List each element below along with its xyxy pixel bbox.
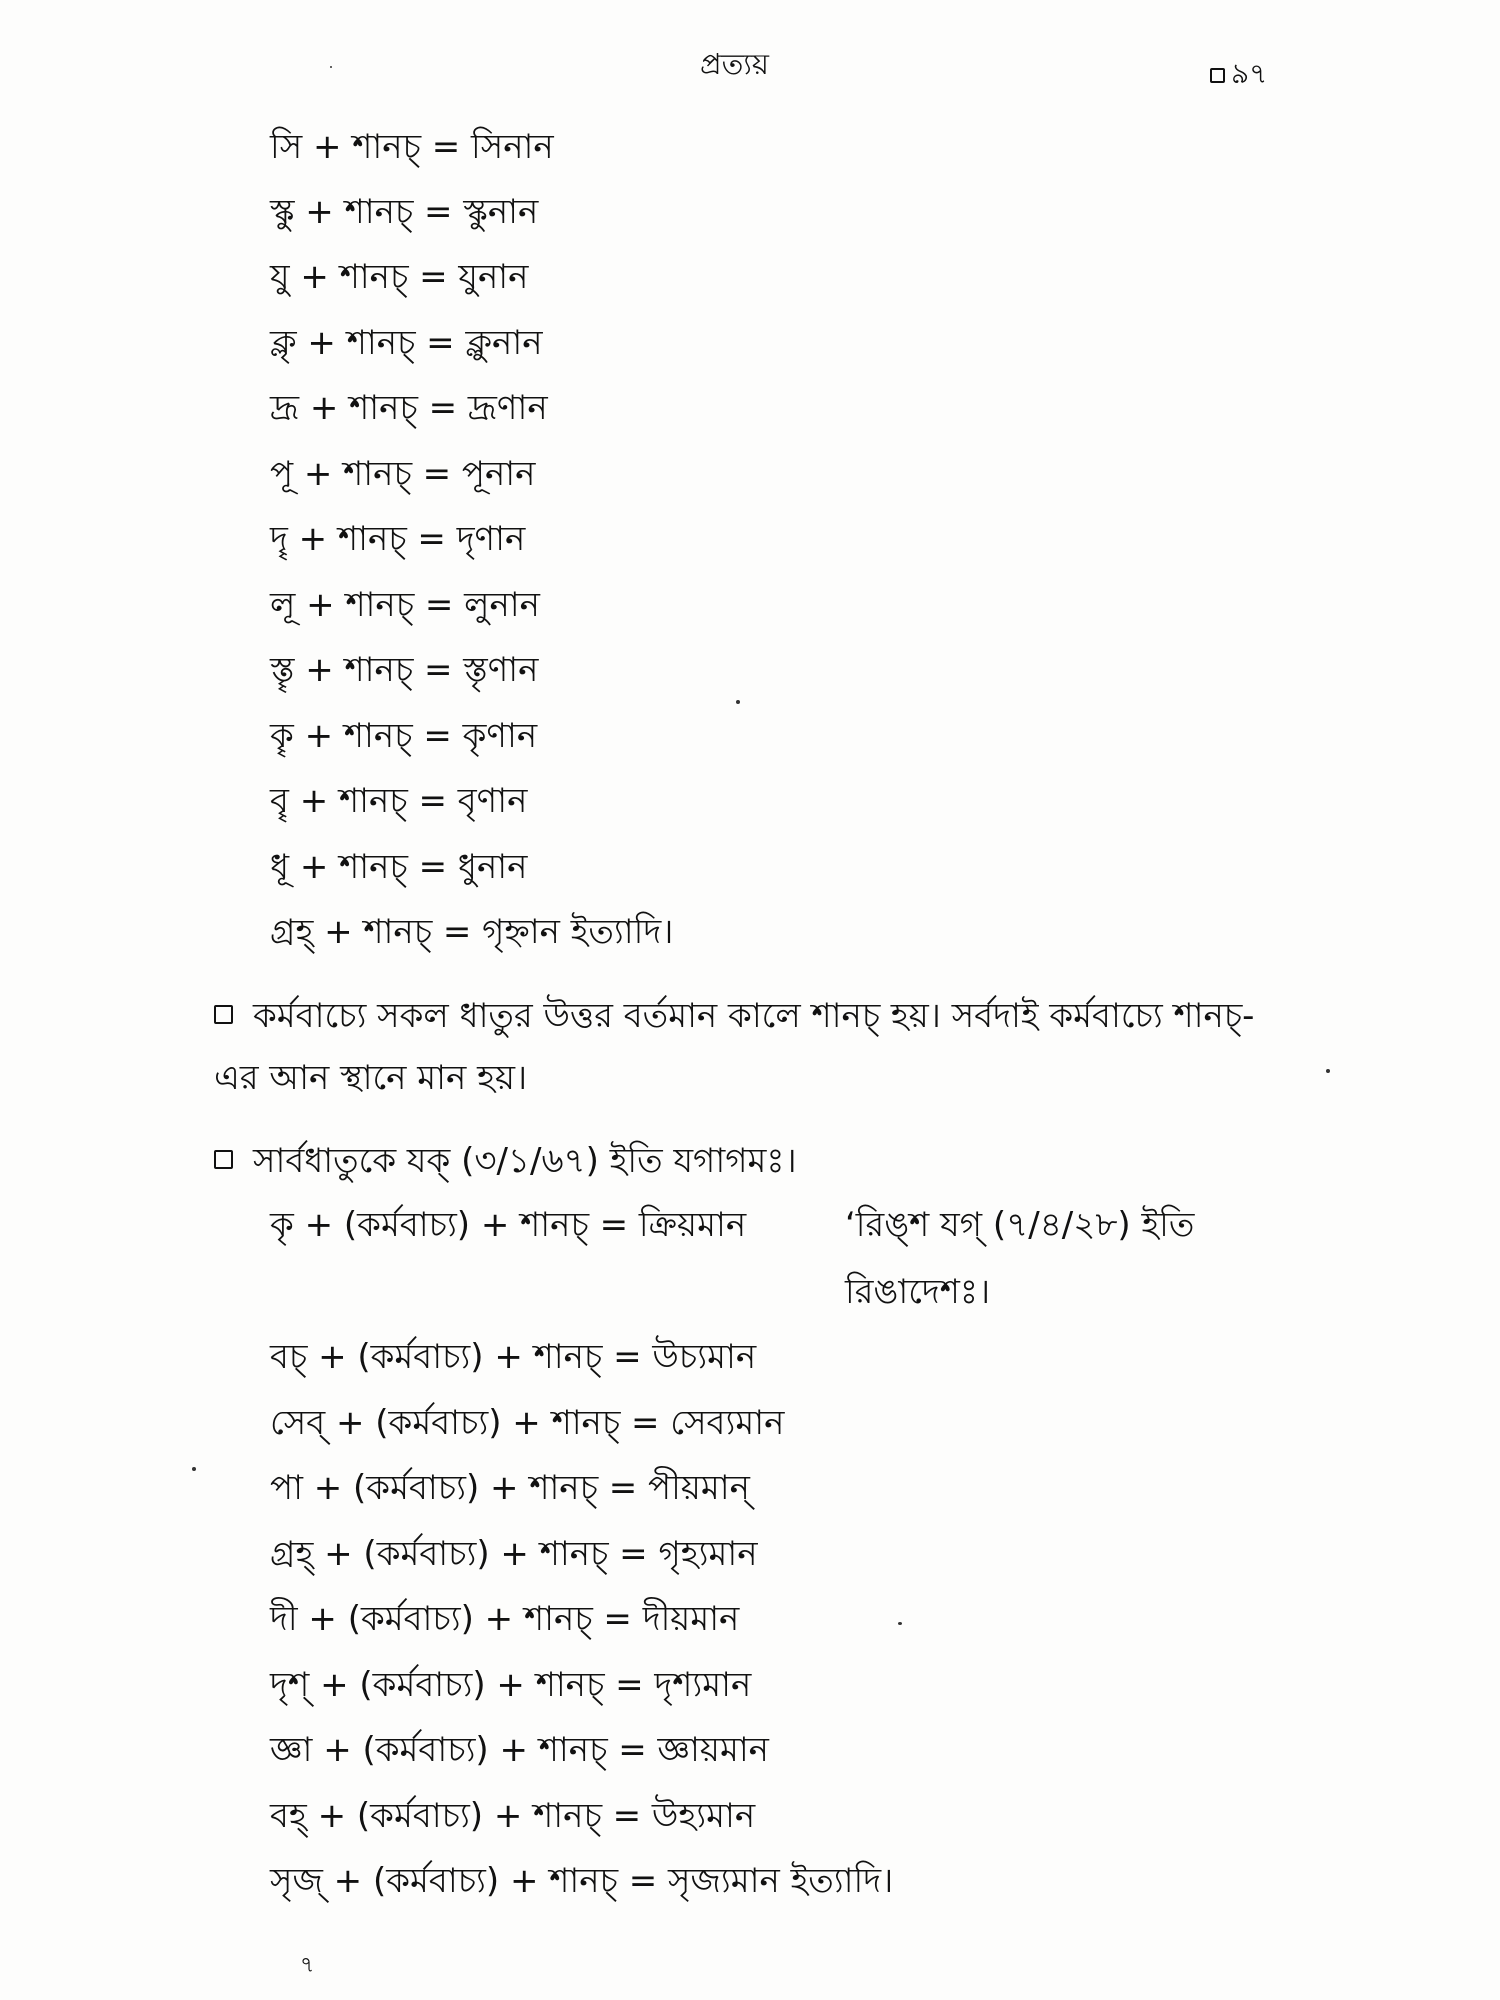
- list-item: দী + (কর্মবাচ্য) + শানচ্ = দীয়মান: [270, 1599, 740, 1639]
- signature-mark: ৭: [300, 1953, 315, 1978]
- list-item: স্কু + শানচ্ = স্কুনান: [270, 192, 539, 232]
- list-item: কৃ + (কর্মবাচ্য) + শানচ্ = ক্রিয়মান: [270, 1205, 747, 1245]
- square-bullet-icon: [214, 1005, 233, 1024]
- scan-speck: [898, 1622, 902, 1625]
- rule-paragraph-text: সার্বধাতুকে যক্ (৩/১/৬৭) ইতি যগাগমঃ।: [253, 1141, 797, 1181]
- rule-paragraph-text: কর্মবাচ্যে সকল ধাতুর উত্তর বর্তমান কালে শানচ্ হয়। সর্বদাই কর্মবাচ্যে শানচ্-এর আন স্থানে মান হয়।: [214, 996, 1255, 1098]
- scan-speck: [330, 66, 332, 68]
- list-item: দ্রূ + শানচ্ = দ্রূণান: [270, 388, 548, 428]
- list-item: ক্লৃ + শানচ্ = ক্লুনান: [270, 323, 543, 363]
- rule-paragraph: [214, 985, 1294, 1109]
- square-bullet-icon: [214, 1150, 233, 1169]
- list-item: সৃজ্ + (কর্মবাচ্য) + শানচ্ = সৃজ্যমান ইত্যাদি।: [270, 1861, 894, 1901]
- list-item: যু + শানচ্ = যুনান: [270, 257, 529, 297]
- list-item: পা + (কর্মবাচ্য) + শানচ্ = পীয়মান্: [270, 1468, 750, 1508]
- list-item: স্তৄ + শানচ্ = স্তৃণান: [270, 650, 539, 690]
- running-header-title: প্রত্যয়: [700, 47, 769, 81]
- list-item: পূ + শানচ্ = পূনান: [270, 454, 536, 494]
- list-item: কৄ + শানচ্ = কৃণান: [270, 716, 538, 756]
- scan-speck: [192, 1467, 196, 1471]
- page-number: [1210, 52, 1267, 99]
- list-item: লূ + শানচ্ = লুনান: [270, 585, 540, 625]
- list-item: সেব্ + (কর্মবাচ্য) + শানচ্ = সেব্যমান: [270, 1403, 785, 1443]
- list-item: বচ্ + (কর্মবাচ্য) + শানচ্ = উচ্যমান: [270, 1337, 757, 1377]
- square-bullet-icon: [1210, 68, 1225, 83]
- rule-paragraph: [214, 1130, 1294, 1192]
- list-item: বৄ + শানচ্ = বৃণান: [270, 781, 528, 821]
- page-number-text: ৯৭: [1231, 57, 1268, 90]
- list-item: সি + শানচ্ = সিনান: [270, 127, 554, 167]
- list-item: গ্রহ্ + (কর্মবাচ্য) + শানচ্ = গৃহ্যমান: [270, 1534, 758, 1574]
- list-item: দৃশ্ + (কর্মবাচ্য) + শানচ্ = দৃশ্যমান: [270, 1665, 752, 1705]
- list-item: জ্ঞা + (কর্মবাচ্য) + শানচ্ = জ্ঞায়মান: [270, 1730, 769, 1770]
- list-item: গ্রহ্ + শানচ্ = গৃহ্নান ইত্যাদি।: [270, 912, 674, 952]
- list-item: বহ্ + (কর্মবাচ্য) + শানচ্ = উহ্যমান: [270, 1796, 756, 1836]
- list-item: ধূ + শানচ্ = ধুনান: [270, 847, 528, 887]
- side-note: ‘রিঙ্‌শ যগ্ (৭/৪/২৮) ইতি: [845, 1205, 1195, 1245]
- list-item: দৄ + শানচ্ = দৃণান: [270, 519, 526, 559]
- side-note: রিঙাদেশঃ।: [845, 1272, 991, 1312]
- scan-speck: [1326, 1069, 1330, 1073]
- scan-speck: [736, 700, 740, 704]
